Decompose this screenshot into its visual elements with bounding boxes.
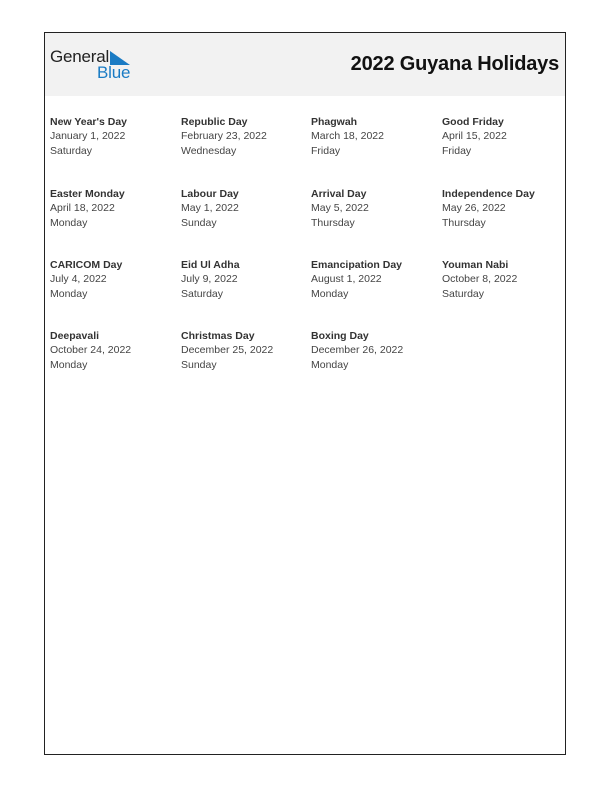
holiday-date: May 1, 2022	[181, 202, 239, 215]
holiday-weekday: Saturday	[50, 144, 93, 157]
holiday-name: Easter Monday	[50, 188, 125, 200]
holiday-item	[311, 115, 439, 158]
page-title: 2022 Guyana Holidays	[350, 53, 559, 75]
holiday-weekday: Thursday	[311, 216, 355, 229]
holiday-weekday: Sunday	[181, 358, 217, 371]
holiday-date: May 5, 2022	[311, 202, 369, 215]
holiday-name: Youman Nabi	[442, 259, 509, 271]
holiday-name: Christmas Day	[181, 330, 255, 342]
holiday-item	[311, 187, 439, 230]
holiday-item	[50, 258, 178, 301]
holiday-name: New Year's Day	[50, 116, 128, 128]
holiday-weekday: Sunday	[181, 216, 217, 229]
logo-general-text: General	[50, 47, 110, 66]
holiday-name: Boxing Day	[311, 330, 369, 342]
holiday-weekday: Monday	[311, 358, 349, 371]
holiday-date: December 25, 2022	[181, 344, 274, 357]
holiday-date: March 18, 2022	[311, 130, 384, 143]
holiday-item	[50, 115, 178, 158]
holiday-date: April 18, 2022	[50, 202, 115, 215]
holiday-name: Arrival Day	[311, 188, 367, 200]
holiday-name: Labour Day	[181, 188, 239, 200]
holiday-weekday: Monday	[311, 287, 349, 300]
holiday-weekday: Monday	[50, 216, 88, 229]
header-bar	[45, 33, 565, 96]
holiday-name: Independence Day	[442, 188, 535, 200]
holiday-name: Phagwah	[311, 116, 358, 128]
holiday-date: January 1, 2022	[50, 130, 126, 143]
holiday-date: February 23, 2022	[181, 130, 267, 143]
holiday-name: CARICOM Day	[50, 259, 123, 271]
holiday-item	[181, 258, 309, 301]
holiday-date: July 4, 2022	[50, 273, 107, 286]
calendar-page	[44, 32, 566, 755]
holiday-name: Deepavali	[50, 330, 100, 342]
holiday-date: July 9, 2022	[181, 273, 238, 286]
holiday-item	[311, 329, 439, 372]
holiday-item	[442, 115, 570, 158]
holiday-date: May 26, 2022	[442, 202, 506, 215]
holiday-date: October 24, 2022	[50, 344, 132, 357]
holiday-name: Emancipation Day	[311, 259, 403, 271]
holiday-name: Good Friday	[442, 116, 504, 128]
holiday-date: April 15, 2022	[442, 130, 507, 143]
logo-blue-text: Blue	[97, 63, 131, 82]
holiday-weekday: Monday	[50, 287, 88, 300]
holiday-item	[181, 187, 309, 230]
holiday-item	[442, 258, 570, 301]
holiday-item	[442, 187, 570, 230]
holiday-name: Republic Day	[181, 116, 248, 128]
holiday-weekday: Thursday	[442, 216, 486, 229]
holiday-item	[181, 115, 309, 158]
holiday-date: August 1, 2022	[311, 273, 382, 286]
generalblue-logo	[50, 47, 140, 87]
holiday-name: Eid Ul Adha	[181, 259, 240, 271]
holiday-date: December 26, 2022	[311, 344, 404, 357]
holiday-weekday: Friday	[442, 144, 472, 157]
holiday-item	[181, 329, 309, 372]
holiday-date: October 8, 2022	[442, 273, 518, 286]
holiday-item	[50, 329, 178, 372]
holiday-weekday: Monday	[50, 358, 88, 371]
holiday-weekday: Wednesday	[181, 144, 237, 157]
holiday-weekday: Saturday	[181, 287, 224, 300]
holiday-weekday: Saturday	[442, 287, 485, 300]
holiday-item	[50, 187, 178, 230]
holiday-weekday: Friday	[311, 144, 341, 157]
holiday-item	[311, 258, 439, 301]
